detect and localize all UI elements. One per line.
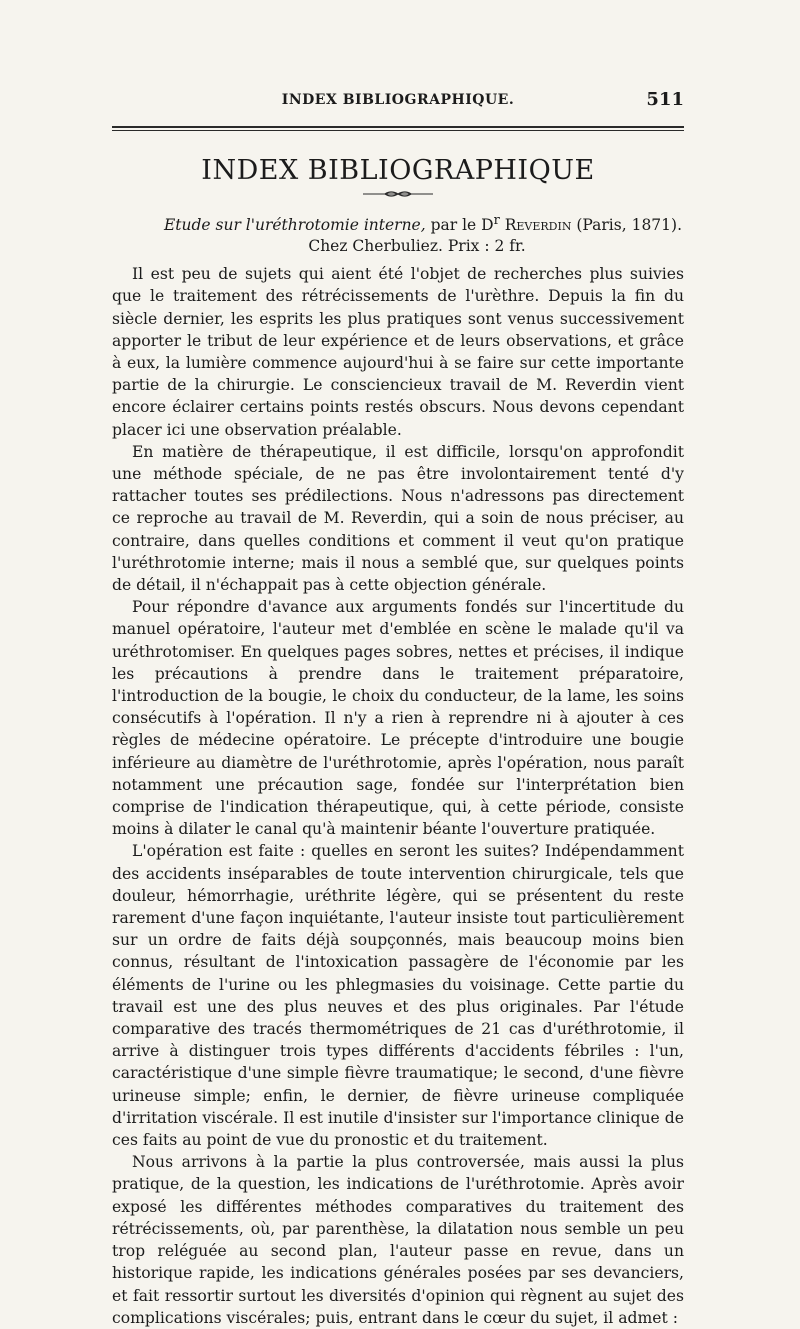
page-number: 511 bbox=[646, 89, 684, 110]
citation-by: par le D bbox=[425, 216, 494, 235]
review-body bbox=[112, 263, 684, 1329]
citation-work-title: Etude sur l'uréthrotomie interne, bbox=[163, 216, 426, 235]
citation-author: Reverdin bbox=[499, 216, 572, 235]
running-head bbox=[112, 89, 684, 118]
citation-dr-sup: r bbox=[493, 213, 500, 228]
paragraph: En matière de thérapeutique, il est difficile, lorsqu'on approfondit une méthode spéciale, de ne pas être involontairement tenté d'y rattacher toutes ses prédilections. Nous n'adressons pas directement ce reproche au travail de M. Reverdin, qui a soin de nous préciser, au contraire, dans quelles conditions et comment il veut qu'on pratique l'uréthrotomie interne; mais il nous a semblé que, sur quelques points de détail, il n'échappait pas à cette objection générale. bbox=[112, 442, 684, 594]
paragraph: L'opération est faite : quelles en seront les suites? Indépendamment des accidents inséparables de toute intervention chirurgicale, tels que douleur, hémorrhagie, uréthrite légère, qui se présentent du reste rarement d'une façon inquiétante, l'auteur insiste tout particulièrement sur un ordre de faits déjà soupçonnés, mais beaucoup moins bien connus, résultant de l'intoxication passagère de l'économie par les éléments de l'urine ou les phlegmasies du voisinage. Cette partie du travail est une des plus neuves et des plus originales. Par l'étude comparative des tracés thermométriques de 21 cas d'uréthrotomie, il arrive à distinguer trois types différents d'accidents fébriles : l'un, caractéristique d'une simple fièvre traumatique; le second, d'une fièvre urineuse simple; enfin, le dernier, de fièvre urineuse compliquée d'irritation viscérale. Il est inutile d'insister sur l'importance clinique de ces faits au point de vue du pronostic et du traitement. bbox=[112, 842, 684, 1150]
bibliographic-citation bbox=[112, 210, 684, 257]
header-rule bbox=[112, 126, 684, 131]
paragraph: Pour répondre d'avance aux arguments fondés sur l'incertitude du manuel opératoire, l'auteur met d'emblée en scène le malade qu'il va uréthrotomiser. En quelques pages sobres, nettes et précises, il indique les précautions à prendre dans le traitement préparatoire, l'introduction de la bougie, le choix du conducteur, de la lame, les soins consécutifs à l'opération. Il n'y a rien à reprendre ni à ajouter à ces règles de médecine opératoire. Le précepte d'introduire une bougie inférieure au diamètre de l'uréthrotomie, après l'opération, nous paraît notamment une précaution sage, fondée sur l'interprétation bien comprise de l'indication thérapeutique, qui, à cette période, consiste moins à dilater le canal qu'à maintenir béante l'ouverture pratiquée. bbox=[112, 598, 684, 839]
book-page bbox=[112, 89, 684, 1329]
paragraph: Il est peu de sujets qui aient été l'objet de recherches plus suivies que le traitement des rétrécissements de l'urèthre. Depuis la fin du siècle dernier, les esprits les plus pratiques sont venus successivement apporter le tribut de leur expérience et de leurs observations, et grâce à eux, la lumière commence aujourd'hui à se faire sur cette importante partie de la chirurgie. Le consciencieux travail de M. Reverdin vient encore éclairer certains points restés obscurs. Nous devons cependant placer ici une observation préalable. bbox=[112, 265, 684, 439]
citation-place-year: (Paris, 1871). bbox=[571, 216, 682, 235]
citation-publisher-line: Chez Cherbuliez. Prix : 2 fr. bbox=[308, 237, 526, 256]
paragraph: Nous arrivons à la partie la plus controversée, mais aussi la plus pratique, de la question, les indications de l'uréthrotomie. Après avoir exposé les différentes méthodes comparatives du traitement des rétrécissements, où, par parenthèse, la dilatation nous semble un peu trop reléguée au second plan, l'auteur passe en revue, dans un historique rapide, les indications générales posées par ses devanciers, et fait ressortir surtout les diversités d'opinion qui règnent au sujet des complications viscérales; puis, entrant dans le cœur du sujet, il admet : bbox=[112, 1153, 684, 1327]
running-head-title: INDEX BIBLIOGRAPHIQUE. bbox=[281, 92, 515, 108]
section-title: INDEX BIBLIOGRAPHIQUE bbox=[201, 155, 595, 186]
ornament-divider-icon bbox=[363, 190, 433, 198]
